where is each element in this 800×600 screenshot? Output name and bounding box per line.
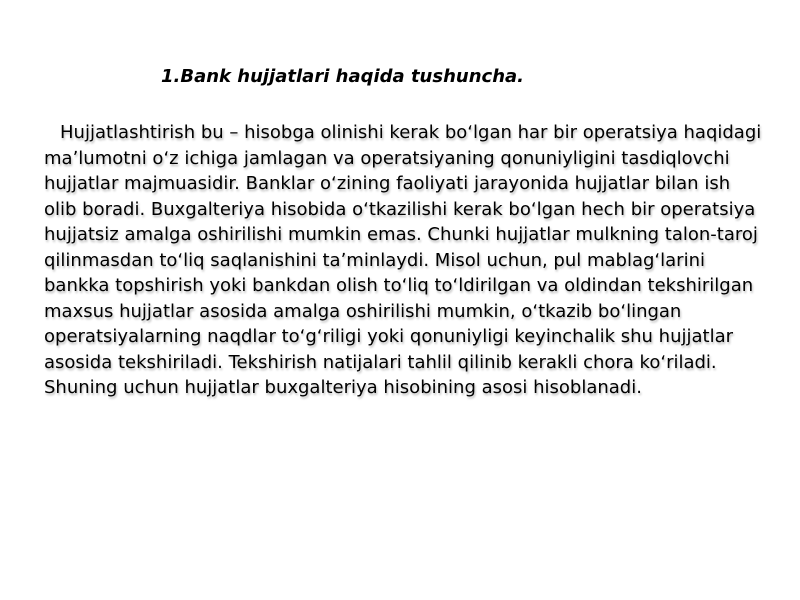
- paragraph-line: hujjatsiz amalga oshirilishi mumkin emas. Chunki hujjatlar mulkning talon-taroj: [44, 224, 758, 245]
- paragraph-line: olib boradi. Buxgalteriya hisobida oʻtkazilishi kerak boʻlgan hech bir operatsiya: [44, 198, 756, 220]
- body-paragraph: [44, 120, 760, 401]
- paragraph-line: asosida tekshiriladi. Tekshirish natijalari tahlil qilinib kerakli chora koʻriladi.: [44, 351, 717, 373]
- paragraph-line: qilinmasdan toʻliq saqlanishini taʼminlaydi. Misol uchun, pul mablagʻlarini: [44, 249, 705, 271]
- paragraph-line: Hujjatlashtirish bu – hisobga olinishi kerak boʻlgan har bir operatsiya haqidagi: [60, 122, 762, 143]
- paragraph-line: operatsiyalarning naqdlar toʻgʻriligi yoki qonuniyligi keyinchalik shu hujjatlar: [44, 326, 734, 347]
- paragraph-line: hujjatlar majmuasidir. Banklar oʻzining faoliyati jarayonida hujjatlar bilan ish: [44, 173, 731, 194]
- paragraph-line: Shuning uchun hujjatlar buxgalteriya hisobining asosi hisoblanadi.: [44, 377, 642, 398]
- paragraph-line: maʼlumotni oʻz ichiga jamlagan va operatsiyaning qonuniyligini tasdiqlovchi: [44, 147, 730, 169]
- paragraph-line: maxsus hujjatlar asosida amalga oshirilishi mumkin, oʻtkazib boʻlingan: [44, 300, 682, 322]
- paragraph-line: bankka topshirish yoki bankdan olish toʻliq toʻldirilgan va oldindan tekshirilgan: [44, 275, 754, 296]
- document-title: 1.Bank hujjatlari haqida tushuncha.: [161, 66, 524, 87]
